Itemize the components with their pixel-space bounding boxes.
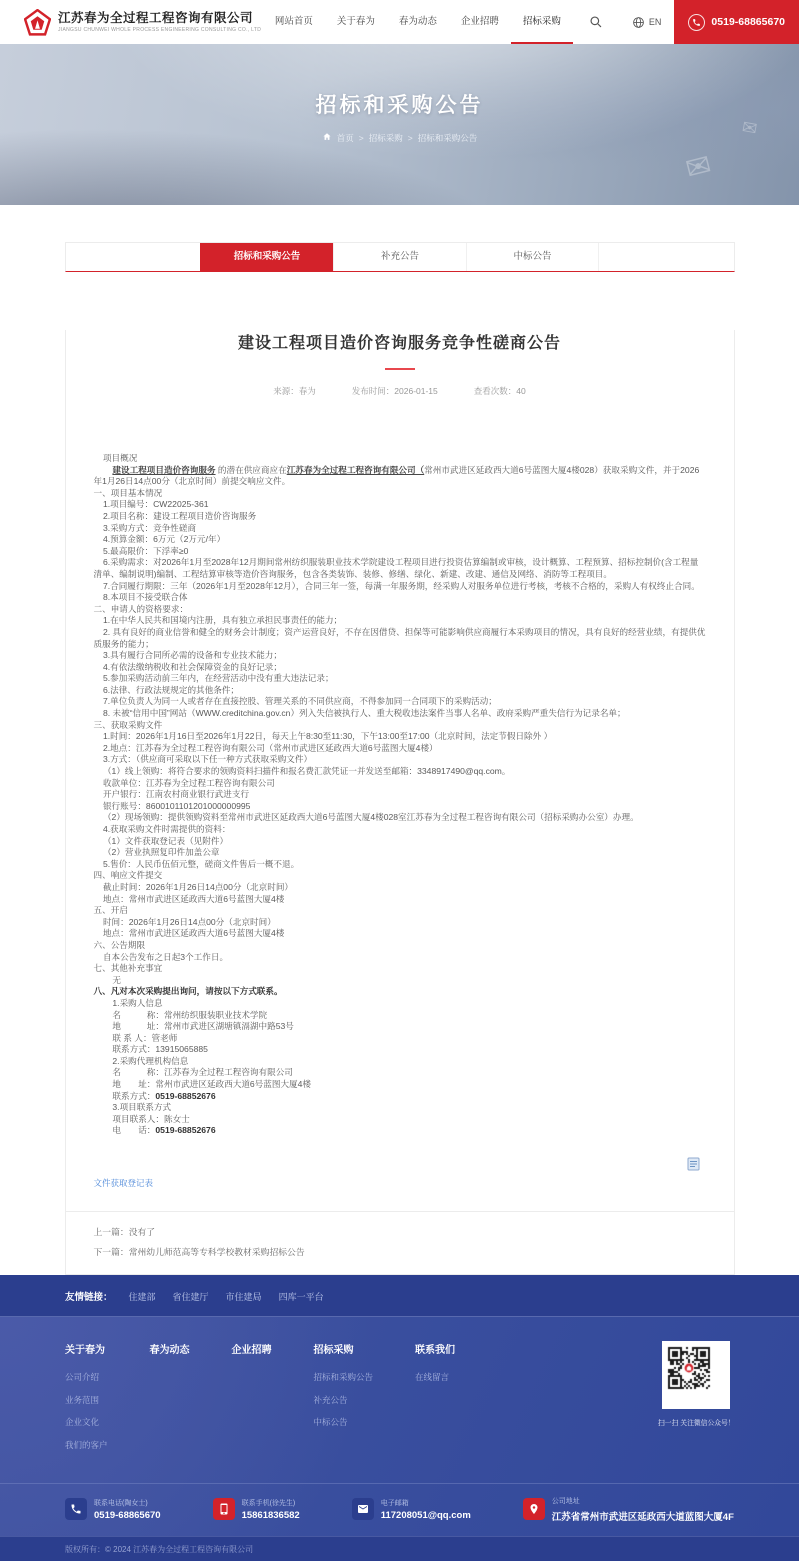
article-paragraph: 地点：常州市武进区延政西大道6号蓝图大厦4楼 (102, 893, 285, 904)
text-segment: 0519-68852676 (155, 1125, 216, 1136)
article-paragraph: 5.售价：人民币伍佰元整，磋商文件售后一概不退。 (102, 858, 300, 869)
article-paragraph: 4.预算金额：6万元（2万元/年） (102, 534, 226, 545)
article-paragraph: 三、获取采购文件 (93, 719, 163, 730)
tab-winning-announcements[interactable]: 中标公告 (466, 243, 599, 271)
footer-contacts (0, 1483, 799, 1536)
footer-link[interactable]: 我们的客户 (65, 1439, 108, 1450)
article-paragraph: （1）线上领购：将符合要求的领购资料扫描件和报名费汇款凭证一并发送至邮箱：3348917490@qq.com。 (102, 766, 511, 777)
article-paragraph (94, 1125, 706, 1137)
contact-value: 117208051@qq.com (380, 1510, 471, 1522)
article-paragraph: 自本公告发布之日起3个工作日。 (102, 951, 229, 962)
location-icon (523, 1498, 545, 1520)
article-paragraph: 项目概况 (102, 453, 138, 463)
article-paragraph: 8. 未被“信用中国”网站（WWW.creditchina.gov.cn）列入失信被执行人、重大税收违法案件当事人名单、政府采购严重失信行为记录名单； (102, 708, 626, 719)
qr-code (662, 1341, 730, 1409)
footer-column-title-jobs[interactable]: 企业招聘 (231, 1345, 272, 1357)
footer-link[interactable]: 公司介绍 (65, 1372, 100, 1383)
article-paragraph: （2）现场领购：提供领购资料至常州市武进区延政西大道6号蓝图大厦4楼028室江苏春为全过程工程咨询有限公司（招标采购办公室）办理。 (102, 812, 639, 823)
banner (0, 44, 799, 205)
attachment-link[interactable]: 文件获取登记表 (93, 1178, 154, 1189)
article-paragraph: 联 系 人：管老师 (112, 1032, 178, 1043)
logo[interactable] (24, 9, 261, 36)
mail-icon (352, 1498, 374, 1520)
breadcrumb (0, 132, 799, 144)
main-content (0, 205, 799, 1275)
footer-link[interactable]: 在线留言 (415, 1372, 450, 1383)
breadcrumb-home[interactable]: 首页 (336, 133, 354, 143)
footer-link[interactable]: 业务范围 (65, 1394, 100, 1405)
friend-links (129, 1287, 341, 1305)
article-paragraph: （2）营业执照复印件加盖公章 (102, 847, 220, 858)
main-nav (263, 0, 573, 44)
article-paragraph: 地点：常州市武进区延政西大道6号蓝图大厦4楼 (102, 928, 285, 939)
friend-links-label: 友情链接： (65, 1291, 113, 1303)
phone-icon (65, 1498, 87, 1520)
next-article-link[interactable]: 下一篇：常州幼儿师范高等专科学校教材采购招标公告 (93, 1247, 305, 1258)
friend-link-city-housing[interactable]: 市住建局 (225, 1291, 262, 1302)
contact-value: 15861836582 (241, 1510, 300, 1522)
article-paragraph: 二、申请人的资格要求： (93, 603, 189, 614)
location-icon (528, 1503, 540, 1515)
mail-icon (357, 1503, 369, 1515)
text-segment: 的潜在供应商应在 (215, 464, 287, 475)
title-divider (385, 368, 415, 370)
article-paragraph: 2.项目名称：建设工程项目造价咨询服务 (102, 510, 257, 521)
article-paragraph: 无 (112, 974, 122, 985)
site-footer (0, 1275, 799, 1561)
article-paragraph: 时间：2026年1月26日14点00分（北京时间） (102, 916, 276, 927)
meta-views: 查看次数：40 (473, 386, 526, 396)
footer-column-title-contact[interactable]: 联系我们 (415, 1345, 456, 1357)
article-paragraph: 地 址：常州市武进区湖塘镇滆湖中路53号 (112, 1021, 294, 1032)
article-paragraph: 7.单位负责人为同一人或者存在直接控股、管理关系的不同供应商，不得参加同一合同项下的采购活动； (102, 696, 497, 707)
search-icon (589, 15, 603, 29)
language-label: EN (648, 17, 662, 27)
footer-link[interactable]: 补充公告 (313, 1394, 348, 1405)
article-paragraph: 1.在中华人民共和国境内注册，具有独立承担民事责任的能力； (102, 615, 343, 626)
article-paragraph: 3.具有履行合同所必需的设备和专业技术能力； (102, 650, 282, 661)
article-paragraph: 五、开启 (93, 905, 128, 916)
article-paragraph: 截止时间：2026年1月26日14点00分（北京时间） (102, 881, 294, 892)
article-paragraph: 六、公告期限 (93, 939, 146, 950)
breadcrumb-separator: > (358, 133, 364, 143)
breadcrumb-bidding[interactable]: 招标采购 (368, 133, 403, 143)
article-paragraph: （1）文件获取登记表（见附件） (102, 835, 229, 846)
article-paragraph: 联系方式：13915065885 (112, 1044, 208, 1055)
article-title: 建设工程项目造价咨询服务竞争性磋商公告 (237, 335, 561, 352)
breadcrumb-separator: > (407, 133, 413, 143)
friend-link-mohurd[interactable]: 住建部 (128, 1291, 156, 1302)
article-paragraph: 4.获取采购文件时需提供的资料： (102, 824, 231, 834)
article-paragraph: 七、其他补充事宜 (93, 963, 163, 974)
article-paragraph: 1.项目编号：CW22025-361 (102, 499, 209, 510)
footer-column-about (65, 1341, 108, 1461)
footer-column-jobs (232, 1341, 272, 1461)
footer-qr (658, 1341, 734, 1427)
article-paragraph: 6.采购需求：对2026年1月至2028年12月期间常州纺织服装职业技术学院建设工程项目进行投资估算编制或审核，设计概算、工程预算、招标控制价(含工程量清单、编制说明)编制、工程结算审核等造价咨询服务，包含各类装饰、装修、修缮、绿化、新建、改建、通信及网络、消防等工程项目。 (93, 557, 699, 579)
underlined-text: 建设工程项目造价咨询服务 (112, 464, 216, 475)
article (65, 330, 735, 1275)
article-paragraph: 名 称：江苏春为全过程工程咨询有限公司 (112, 1067, 293, 1078)
category-tabs (65, 242, 735, 272)
article-paragraph: 7.合同履行期限：三年（2026年1月至2028年12月），合同三年一签，每满一年服务期，经采购人对服务单位进行考核，考核不合格的，采购人有权终止合同。 (102, 580, 700, 591)
text-segment: 电 话： (112, 1125, 156, 1136)
mobile-icon (213, 1498, 235, 1520)
prev-next-nav (66, 1211, 734, 1274)
phone-icon (70, 1503, 82, 1515)
nav-item-bidding[interactable]: 招标采购 (511, 0, 573, 44)
tab-supplement-announcements[interactable]: 补充公告 (333, 243, 466, 271)
contact-value: 0519-68865670 (94, 1510, 161, 1522)
envelope-decoration-icon: ✉ (682, 148, 715, 187)
article-paragraph: 1.时间：2026年1月16日至2026年1月22日，每天上午8:30至11:30，下午13:00至17:00（北京时间，法定节假日除外 ） (102, 731, 553, 742)
meta-source: 来源：春为 (273, 386, 316, 396)
article-paragraph (94, 465, 706, 488)
footer-column-title-about[interactable]: 关于春为 (65, 1345, 105, 1357)
company-name-en: JIANGSU CHUNWEI WHOLE PROCESS ENGINEERING CONSULTING CO., LTD (58, 26, 262, 33)
contact-phone (65, 1498, 161, 1522)
friend-link-province-housing[interactable]: 省住建厅 (172, 1291, 209, 1302)
phone-icon (688, 14, 705, 31)
article-paragraph: 1.采购人信息 (112, 997, 163, 1008)
envelope-decoration-icon: ✉ (740, 116, 759, 140)
breadcrumb-bidding-announcements: 招标和采购公告 (417, 133, 478, 143)
article-paragraph (94, 1091, 706, 1103)
nav-item-jobs[interactable]: 企业招聘 (460, 16, 499, 27)
contact-value: 江苏省常州市武进区延政西大道蓝图大厦4F (551, 1511, 734, 1523)
nav-item-about[interactable]: 关于春为 (336, 16, 375, 27)
article-paragraph: 4.有依法缴纳税收和社会保障资金的良好记录； (102, 661, 282, 672)
article-meta (94, 385, 706, 397)
friend-links-bar (0, 1275, 799, 1317)
article-paragraph: 八、凡对本次采购提出询问，请按以下方式联系。 (93, 986, 283, 997)
article-paragraph: 地 址：常州市武进区延政西大道6号蓝图大厦4楼 (112, 1079, 312, 1090)
contact-label: 公司地址 (551, 1498, 580, 1506)
contact-mail (352, 1498, 471, 1522)
globe-icon (632, 16, 645, 29)
article-paragraph: 6.法律、行政法规规定的其他条件； (102, 684, 240, 695)
footer-column-title-news[interactable]: 春为动态 (149, 1345, 190, 1357)
banner-title: 招标和采购公告 (315, 94, 484, 117)
footer-column-contact (415, 1341, 455, 1461)
text-segment: 联系方式： (112, 1090, 156, 1101)
nav-item-news[interactable]: 春为动态 (398, 16, 437, 27)
contact-label: 联系手机(徐先生) (241, 1499, 296, 1507)
header-phone-number: 0519-68865670 (711, 16, 785, 28)
language-switch[interactable] (619, 16, 675, 29)
tab-bidding-announcements[interactable]: 招标和采购公告 (200, 243, 333, 271)
text-segment: 常州市武进区延政西大道6号蓝图大厦4楼028）获取采购文件，并于2026年1月26日14点00分（北京时间）前提交响应文件。 (93, 464, 700, 487)
article-paragraph: 3.方式：（供应商可采取以下任一种方式获取采购文件） (102, 754, 313, 765)
article-paragraph: 名 称：常州纺织服装职业技术学院 (112, 1009, 268, 1020)
contact-location (523, 1496, 734, 1523)
article-paragraph: 四、响应文件提交 (93, 870, 163, 881)
home-icon (322, 132, 332, 142)
attachment-icon-row (94, 1157, 706, 1171)
home-icon (322, 132, 332, 144)
article-paragraph: 收款单位：江苏春为全过程工程咨询有限公司 (102, 777, 275, 788)
meta-publish-time: 发布时间：2026-01-15 (351, 386, 438, 396)
article-paragraph: 2. 具有良好的商业信誉和健全的财务会计制度；资产运营良好，不存在因借贷、担保等可能影响供应商履行本采购项目的情况，具有良好的经营业绩，有提供优质服务的能力； (93, 626, 706, 649)
article-paragraph: 3.采购方式：竞争性磋商 (102, 522, 197, 533)
mobile-icon (218, 1503, 230, 1515)
footer-column-bidding (314, 1341, 374, 1461)
qr-caption: 扫一扫 关注微信公众号！ (658, 1420, 735, 1428)
contact-label: 电子邮箱 (380, 1499, 409, 1507)
word-document-icon (687, 1157, 700, 1176)
nav-item-home[interactable]: 网站首页 (274, 16, 313, 27)
footer-columns (65, 1341, 497, 1461)
article-paragraph: 2.地点：江苏春为全过程工程咨询有限公司（常州市武进区延政西大道6号蓝图大厦4楼） (102, 742, 438, 753)
footer-column-title-bidding[interactable]: 招标采购 (313, 1345, 354, 1357)
article-paragraph: 8.本项目不接受联合体 (102, 592, 188, 603)
article-paragraph: 2.采购代理机构信息 (112, 1055, 189, 1066)
site-header (0, 0, 799, 44)
copyright: 版权所有：© 2024 江苏春为全过程工程咨询有限公司 (0, 1536, 799, 1561)
article-body (94, 453, 706, 1137)
footer-link[interactable]: 中标公告 (313, 1417, 348, 1428)
contact-label: 联系电话(陶女士) (94, 1499, 148, 1507)
article-paragraph: 项目联系人：陈女士 (112, 1113, 190, 1124)
text-segment: 0519-68852676 (155, 1090, 216, 1101)
article-paragraph: 5.参加采购活动前三年内，在经营活动中没有重大违法记录； (102, 673, 334, 684)
footer-link[interactable]: 招标和采购公告 (313, 1372, 374, 1383)
search-button[interactable] (573, 15, 619, 29)
header-phone[interactable] (674, 0, 799, 44)
logo-text (58, 12, 261, 33)
contact-mobile (213, 1498, 300, 1522)
footer-column-news (150, 1341, 190, 1461)
article-paragraph: 3.项目联系方式 (112, 1102, 172, 1113)
footer-link[interactable]: 企业文化 (65, 1417, 100, 1428)
logo-icon (24, 9, 51, 36)
article-paragraph: 银行账号：8600101101201000000995 (102, 800, 251, 811)
friend-link-siku-platform[interactable]: 四库一平台 (278, 1291, 324, 1302)
article-paragraph: 一、项目基本情况 (93, 487, 163, 498)
article-paragraph: 开户银行：江南农村商业银行武进支行 (102, 789, 250, 800)
article-paragraph: 5.最高限价：下浮率≥0 (102, 545, 189, 556)
prev-article: 上一篇：没有了 (93, 1227, 156, 1238)
company-name: 江苏春为全过程工程咨询有限公司 (58, 10, 254, 25)
footer-main (0, 1317, 799, 1536)
underlined-text: 江苏春为全过程工程咨询有限公司（ (286, 464, 425, 475)
